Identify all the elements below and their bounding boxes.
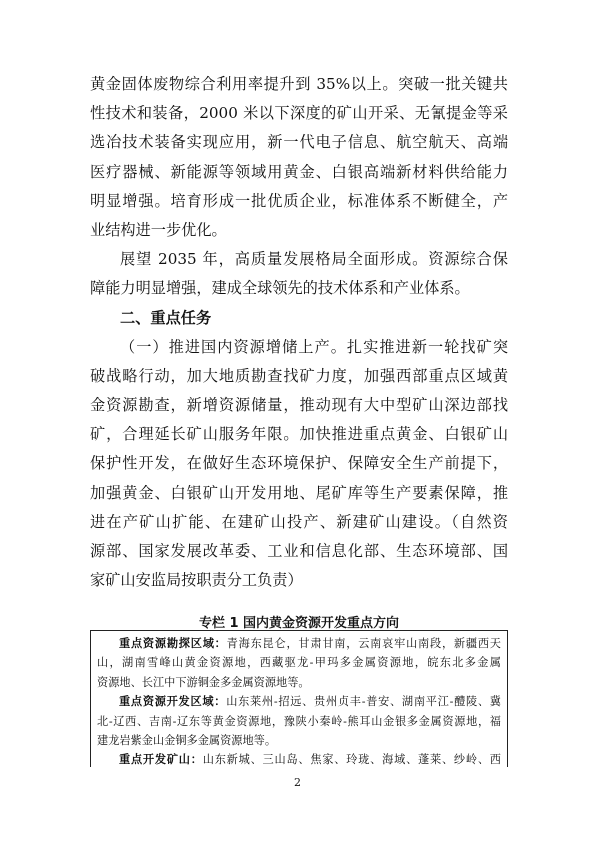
body-line: 选冶技术装备实现应用，新一代电子信息、航空航天、高端: [90, 133, 508, 152]
box-title: 专栏 1 国内黄金资源开发重点方向: [198, 616, 400, 631]
outlook-line: 障能力明显增强，建成全球领先的技术体系和产业体系。: [90, 279, 470, 298]
task-line: 矿，合理延长矿山服务年限。加快推进重点黄金、白银矿山: [90, 425, 508, 444]
body-line: 性技术和装备，2000 米以下深度的矿山开采、无氰提金等采: [90, 104, 508, 123]
box-line: [97, 750, 501, 767]
box-line: 山，湖南雪峰山黄金资源地，西藏驱龙-甲玛多金属资源地，皖东北多金属: [97, 656, 501, 670]
outlook-line: 展望 2035 年，高质量发展格局全面形成。资源综合保: [120, 250, 508, 269]
box-line: [97, 634, 501, 653]
section-heading: 二、重点任务: [120, 308, 212, 327]
body-line: 医疗器械、新能源等领域用黄金、白银高端新材料供给能力: [90, 162, 508, 181]
task-line: 家矿山安监局按职责分工负责）: [90, 571, 303, 590]
mines-label: 重点开发矿山：: [119, 753, 203, 767]
box-text: 山东莱州-招远、贵州贞丰-普安、湖南平江-醴陵、冀: [226, 695, 501, 709]
task-line: （一）推进国内资源增储上产。扎实推进新一轮找矿突: [120, 337, 508, 356]
box-line: [97, 692, 501, 711]
page-number: 2: [294, 776, 301, 789]
task-line: 破战略行动，加大地质勘查找矿力度，加强西部重点区域黄: [90, 366, 508, 385]
box-line: 建龙岩紫金山金铜多金属资源地等。: [97, 733, 277, 747]
task-line: 保护性开发，在做好生态环境保护、保障安全生产前提下，: [90, 454, 508, 473]
task-line: 进在产矿山扩能、在建矿山投产、新建矿山建设。（自然资: [90, 512, 508, 531]
task-line: 加强黄金、白银矿山开发用地、尾矿库等生产要素保障，推: [90, 483, 508, 502]
body-line: 业结构进一步优化。: [90, 220, 227, 239]
task-line: 金资源勘查，新增资源储量，推动现有大中型矿山深边部找: [90, 396, 508, 415]
exploration-label: 重点资源勘探区域：: [119, 637, 227, 650]
box-line: 资源地、长江中下游铜金多金属资源地等。: [97, 675, 310, 689]
box-line: 北-辽西、吉南-辽东等黄金资源地，豫陕小秦岭-熊耳山金银多金属资源地，福: [97, 714, 501, 728]
box-text: 青海东昆仑，甘肃甘南，云南哀牢山南段，新疆西天: [226, 637, 501, 650]
task-line: 源部、国家发展改革委、工业和信息化部、生态环境部、国: [90, 542, 508, 560]
info-box: [90, 630, 508, 767]
body-line: 明显增强。培育形成一批优质企业，标准体系不断健全，产: [90, 191, 508, 210]
body-text: [90, 70, 508, 595]
body-line: 黄金固体废物综合利用率提升到 35%以上。突破一批关键共: [90, 75, 508, 93]
development-label: 重点资源开发区域：: [119, 695, 227, 709]
box-text: 山东新城、三山岛、焦家、玲珑、海域、蓬莱、纱岭、西: [202, 753, 501, 767]
